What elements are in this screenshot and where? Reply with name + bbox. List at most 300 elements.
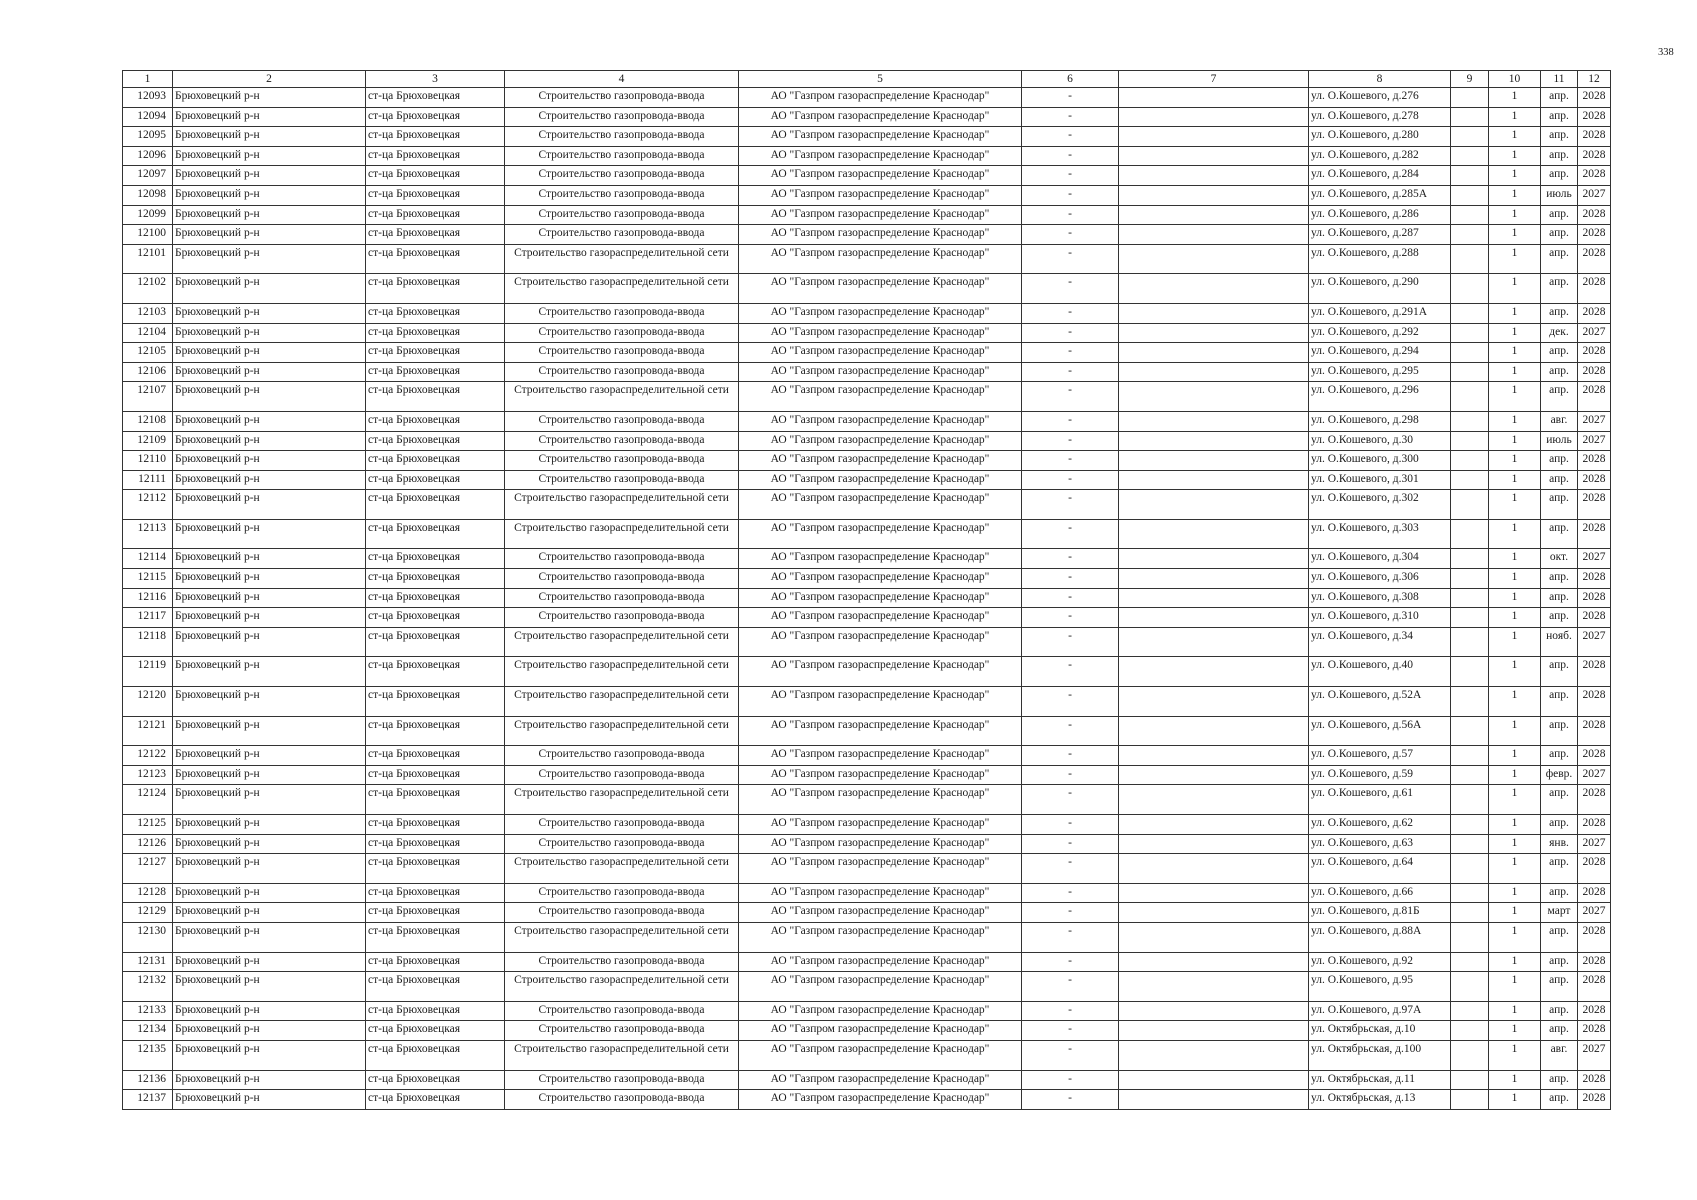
column-7-cell — [1119, 1090, 1309, 1110]
locality-cell: ст-ца Брюховецкая — [366, 205, 505, 225]
quantity-cell: 1 — [1489, 470, 1541, 490]
work-type-cell: Строительство газопровода-ввода — [505, 1001, 739, 1021]
column-7-cell — [1119, 362, 1309, 382]
year-cell: 2028 — [1578, 687, 1611, 717]
column-header: 2 — [173, 71, 366, 88]
district-cell: Брюховецкий р-н — [173, 922, 366, 952]
address-cell: ул. О.Кошевого, д.52А — [1309, 687, 1451, 717]
district-cell: Брюховецкий р-н — [173, 127, 366, 147]
work-type-cell: Строительство газопровода-ввода — [505, 1090, 739, 1110]
column-header: 11 — [1541, 71, 1578, 88]
column-6-cell: - — [1022, 1040, 1119, 1070]
month-cell: апр. — [1541, 785, 1578, 815]
column-7-cell — [1119, 1070, 1309, 1090]
year-cell: 2028 — [1578, 569, 1611, 589]
column-6-cell: - — [1022, 952, 1119, 972]
table-row — [123, 687, 1611, 717]
work-type-cell: Строительство газопровода-ввода — [505, 903, 739, 923]
month-cell: апр. — [1541, 490, 1578, 520]
locality-cell: ст-ца Брюховецкая — [366, 244, 505, 274]
table-body — [123, 88, 1611, 1110]
work-type-cell: Строительство газопровода-ввода — [505, 411, 739, 431]
month-cell: апр. — [1541, 274, 1578, 304]
address-cell: ул. О.Кошевого, д.34 — [1309, 627, 1451, 657]
row-number-cell: 12106 — [123, 362, 173, 382]
row-number-cell: 12121 — [123, 716, 173, 746]
month-cell: авг. — [1541, 411, 1578, 431]
organization-cell: АО "Газпром газораспределение Краснодар" — [739, 146, 1022, 166]
organization-cell: АО "Газпром газораспределение Краснодар" — [739, 490, 1022, 520]
organization-cell: АО "Газпром газораспределение Краснодар" — [739, 451, 1022, 471]
row-number-cell: 12126 — [123, 834, 173, 854]
address-cell: ул. О.Кошевого, д.88А — [1309, 922, 1451, 952]
month-cell: апр. — [1541, 854, 1578, 884]
district-cell: Брюховецкий р-н — [173, 815, 366, 835]
locality-cell: ст-ца Брюховецкая — [366, 1040, 505, 1070]
district-cell: Брюховецкий р-н — [173, 657, 366, 687]
organization-cell: АО "Газпром газораспределение Краснодар" — [739, 657, 1022, 687]
locality-cell: ст-ца Брюховецкая — [366, 785, 505, 815]
year-cell: 2028 — [1578, 451, 1611, 471]
district-cell: Брюховецкий р-н — [173, 88, 366, 108]
month-cell: июль — [1541, 185, 1578, 205]
month-cell: апр. — [1541, 657, 1578, 687]
year-cell: 2028 — [1578, 1090, 1611, 1110]
column-7-cell — [1119, 854, 1309, 884]
locality-cell: ст-ца Брюховецкая — [366, 569, 505, 589]
organization-cell: АО "Газпром газораспределение Краснодар" — [739, 627, 1022, 657]
year-cell: 2028 — [1578, 382, 1611, 412]
column-6-cell: - — [1022, 972, 1119, 1002]
organization-cell: АО "Газпром газораспределение Краснодар" — [739, 362, 1022, 382]
row-number-cell: 12133 — [123, 1001, 173, 1021]
table-row — [123, 146, 1611, 166]
locality-cell: ст-ца Брюховецкая — [366, 323, 505, 343]
work-type-cell: Строительство газораспределительной сети — [505, 627, 739, 657]
table-row — [123, 883, 1611, 903]
year-cell: 2028 — [1578, 303, 1611, 323]
column-7-cell — [1119, 687, 1309, 717]
column-9-cell — [1451, 569, 1489, 589]
column-header: 4 — [505, 71, 739, 88]
address-cell: ул. Октябрьская, д.10 — [1309, 1021, 1451, 1041]
work-type-cell: Строительство газораспределительной сети — [505, 657, 739, 687]
address-cell: ул. О.Кошевого, д.304 — [1309, 549, 1451, 569]
column-9-cell — [1451, 382, 1489, 412]
month-cell: апр. — [1541, 362, 1578, 382]
row-number-cell: 12113 — [123, 519, 173, 549]
table-row — [123, 244, 1611, 274]
locality-cell: ст-ца Брюховецкая — [366, 815, 505, 835]
column-7-cell — [1119, 1040, 1309, 1070]
year-cell: 2027 — [1578, 549, 1611, 569]
row-number-cell: 12122 — [123, 746, 173, 766]
address-cell: ул. О.Кошевого, д.30 — [1309, 431, 1451, 451]
month-cell: апр. — [1541, 687, 1578, 717]
quantity-cell: 1 — [1489, 588, 1541, 608]
work-type-cell: Строительство газопровода-ввода — [505, 225, 739, 245]
district-cell: Брюховецкий р-н — [173, 225, 366, 245]
quantity-cell: 1 — [1489, 746, 1541, 766]
column-header: 8 — [1309, 71, 1451, 88]
organization-cell: АО "Газпром газораспределение Краснодар" — [739, 1001, 1022, 1021]
month-cell: апр. — [1541, 1090, 1578, 1110]
row-number-cell: 12134 — [123, 1021, 173, 1041]
organization-cell: АО "Газпром газораспределение Краснодар" — [739, 382, 1022, 412]
column-9-cell — [1451, 88, 1489, 108]
table-row — [123, 225, 1611, 245]
year-cell: 2028 — [1578, 107, 1611, 127]
column-header: 5 — [739, 71, 1022, 88]
row-number-cell: 12132 — [123, 972, 173, 1002]
quantity-cell: 1 — [1489, 490, 1541, 520]
quantity-cell: 1 — [1489, 431, 1541, 451]
row-number-cell: 12130 — [123, 922, 173, 952]
organization-cell: АО "Газпром газораспределение Краснодар" — [739, 519, 1022, 549]
month-cell: апр. — [1541, 88, 1578, 108]
year-cell: 2028 — [1578, 972, 1611, 1002]
column-6-cell: - — [1022, 687, 1119, 717]
column-7-cell — [1119, 608, 1309, 628]
row-number-cell: 12129 — [123, 903, 173, 923]
district-cell: Брюховецкий р-н — [173, 166, 366, 186]
column-9-cell — [1451, 588, 1489, 608]
quantity-cell: 1 — [1489, 166, 1541, 186]
address-cell: ул. О.Кошевого, д.310 — [1309, 608, 1451, 628]
column-6-cell: - — [1022, 470, 1119, 490]
work-type-cell: Строительство газопровода-ввода — [505, 107, 739, 127]
column-6-cell: - — [1022, 431, 1119, 451]
quantity-cell: 1 — [1489, 569, 1541, 589]
row-number-cell: 12094 — [123, 107, 173, 127]
district-cell: Брюховецкий р-н — [173, 411, 366, 431]
address-cell: ул. О.Кошевого, д.285А — [1309, 185, 1451, 205]
organization-cell: АО "Газпром газораспределение Краснодар" — [739, 1090, 1022, 1110]
district-cell: Брюховецкий р-н — [173, 490, 366, 520]
year-cell: 2028 — [1578, 952, 1611, 972]
quantity-cell: 1 — [1489, 343, 1541, 363]
column-6-cell: - — [1022, 274, 1119, 304]
year-cell: 2028 — [1578, 343, 1611, 363]
quantity-cell: 1 — [1489, 519, 1541, 549]
table-row — [123, 569, 1611, 589]
month-cell: апр. — [1541, 922, 1578, 952]
table-row — [123, 107, 1611, 127]
locality-cell: ст-ца Брюховецкая — [366, 343, 505, 363]
district-cell: Брюховецкий р-н — [173, 746, 366, 766]
column-9-cell — [1451, 1021, 1489, 1041]
column-6-cell: - — [1022, 343, 1119, 363]
column-6-cell: - — [1022, 549, 1119, 569]
column-9-cell — [1451, 903, 1489, 923]
column-6-cell: - — [1022, 490, 1119, 520]
table-row — [123, 716, 1611, 746]
quantity-cell: 1 — [1489, 608, 1541, 628]
locality-cell: ст-ца Брюховецкая — [366, 88, 505, 108]
address-cell: ул. О.Кошевого, д.62 — [1309, 815, 1451, 835]
column-6-cell: - — [1022, 569, 1119, 589]
district-cell: Брюховецкий р-н — [173, 834, 366, 854]
column-7-cell — [1119, 588, 1309, 608]
column-7-cell — [1119, 1001, 1309, 1021]
year-cell: 2028 — [1578, 244, 1611, 274]
quantity-cell: 1 — [1489, 549, 1541, 569]
month-cell: апр. — [1541, 451, 1578, 471]
column-6-cell: - — [1022, 1090, 1119, 1110]
quantity-cell: 1 — [1489, 451, 1541, 471]
column-9-cell — [1451, 225, 1489, 245]
month-cell: апр. — [1541, 716, 1578, 746]
work-type-cell: Строительство газораспределительной сети — [505, 716, 739, 746]
column-9-cell — [1451, 166, 1489, 186]
work-type-cell: Строительство газораспределительной сети — [505, 244, 739, 274]
month-cell: окт. — [1541, 549, 1578, 569]
quantity-cell: 1 — [1489, 382, 1541, 412]
locality-cell: ст-ца Брюховецкая — [366, 451, 505, 471]
district-cell: Брюховецкий р-н — [173, 608, 366, 628]
column-7-cell — [1119, 1021, 1309, 1041]
column-6-cell: - — [1022, 1021, 1119, 1041]
organization-cell: АО "Газпром газораспределение Краснодар" — [739, 608, 1022, 628]
locality-cell: ст-ца Брюховецкая — [366, 107, 505, 127]
column-9-cell — [1451, 411, 1489, 431]
work-type-cell: Строительство газопровода-ввода — [505, 303, 739, 323]
month-cell: апр. — [1541, 225, 1578, 245]
address-cell: ул. О.Кошевого, д.301 — [1309, 470, 1451, 490]
locality-cell: ст-ца Брюховецкая — [366, 952, 505, 972]
year-cell: 2027 — [1578, 834, 1611, 854]
column-6-cell: - — [1022, 903, 1119, 923]
work-type-cell: Строительство газораспределительной сети — [505, 854, 739, 884]
column-7-cell — [1119, 549, 1309, 569]
address-cell: ул. О.Кошевого, д.57 — [1309, 746, 1451, 766]
column-7-cell — [1119, 785, 1309, 815]
month-cell: авг. — [1541, 1040, 1578, 1070]
month-cell: апр. — [1541, 608, 1578, 628]
column-header: 1 — [123, 71, 173, 88]
column-6-cell: - — [1022, 205, 1119, 225]
column-9-cell — [1451, 323, 1489, 343]
column-7-cell — [1119, 657, 1309, 687]
column-7-cell — [1119, 107, 1309, 127]
row-number-cell: 12124 — [123, 785, 173, 815]
work-type-cell: Строительство газопровода-ввода — [505, 431, 739, 451]
column-7-cell — [1119, 627, 1309, 657]
district-cell: Брюховецкий р-н — [173, 451, 366, 471]
address-cell: ул. О.Кошевого, д.294 — [1309, 343, 1451, 363]
row-number-cell: 12105 — [123, 343, 173, 363]
quantity-cell: 1 — [1489, 323, 1541, 343]
table-row — [123, 627, 1611, 657]
table-row — [123, 88, 1611, 108]
column-9-cell — [1451, 815, 1489, 835]
row-number-cell: 12103 — [123, 303, 173, 323]
table-row — [123, 1040, 1611, 1070]
locality-cell: ст-ца Брюховецкая — [366, 834, 505, 854]
quantity-cell: 1 — [1489, 205, 1541, 225]
column-7-cell — [1119, 746, 1309, 766]
quantity-cell: 1 — [1489, 854, 1541, 884]
year-cell: 2028 — [1578, 274, 1611, 304]
column-9-cell — [1451, 716, 1489, 746]
column-7-cell — [1119, 166, 1309, 186]
quantity-cell: 1 — [1489, 411, 1541, 431]
year-cell: 2028 — [1578, 88, 1611, 108]
table-row — [123, 1070, 1611, 1090]
column-7-cell — [1119, 903, 1309, 923]
locality-cell: ст-ца Брюховецкая — [366, 1001, 505, 1021]
district-cell: Брюховецкий р-н — [173, 972, 366, 1002]
locality-cell: ст-ца Брюховецкая — [366, 362, 505, 382]
column-9-cell — [1451, 127, 1489, 147]
quantity-cell: 1 — [1489, 687, 1541, 717]
column-9-cell — [1451, 834, 1489, 854]
locality-cell: ст-ца Брюховецкая — [366, 470, 505, 490]
row-number-cell: 12127 — [123, 854, 173, 884]
address-cell: ул. О.Кошевого, д.92 — [1309, 952, 1451, 972]
organization-cell: АО "Газпром газораспределение Краснодар" — [739, 470, 1022, 490]
organization-cell: АО "Газпром газораспределение Краснодар" — [739, 166, 1022, 186]
month-cell: апр. — [1541, 1021, 1578, 1041]
district-cell: Брюховецкий р-н — [173, 883, 366, 903]
address-cell: ул. О.Кошевого, д.59 — [1309, 765, 1451, 785]
table-row — [123, 519, 1611, 549]
table-row — [123, 185, 1611, 205]
row-number-cell: 12120 — [123, 687, 173, 717]
organization-cell: АО "Газпром газораспределение Краснодар" — [739, 903, 1022, 923]
year-cell: 2028 — [1578, 716, 1611, 746]
year-cell: 2028 — [1578, 1021, 1611, 1041]
column-7-cell — [1119, 146, 1309, 166]
work-type-cell: Строительство газопровода-ввода — [505, 765, 739, 785]
organization-cell: АО "Газпром газораспределение Краснодар" — [739, 716, 1022, 746]
column-6-cell: - — [1022, 716, 1119, 746]
column-9-cell — [1451, 362, 1489, 382]
month-cell: дек. — [1541, 323, 1578, 343]
month-cell: апр. — [1541, 588, 1578, 608]
year-cell: 2028 — [1578, 362, 1611, 382]
locality-cell: ст-ца Брюховецкая — [366, 411, 505, 431]
column-6-cell: - — [1022, 185, 1119, 205]
year-cell: 2028 — [1578, 225, 1611, 245]
organization-cell: АО "Газпром газораспределение Краснодар" — [739, 343, 1022, 363]
column-7-cell — [1119, 323, 1309, 343]
column-6-cell: - — [1022, 1070, 1119, 1090]
locality-cell: ст-ца Брюховецкая — [366, 608, 505, 628]
locality-cell: ст-ца Брюховецкая — [366, 1070, 505, 1090]
district-cell: Брюховецкий р-н — [173, 1070, 366, 1090]
column-6-cell: - — [1022, 107, 1119, 127]
quantity-cell: 1 — [1489, 303, 1541, 323]
quantity-cell: 1 — [1489, 815, 1541, 835]
row-number-cell: 12104 — [123, 323, 173, 343]
work-type-cell: Строительство газопровода-ввода — [505, 569, 739, 589]
column-6-cell: - — [1022, 608, 1119, 628]
column-9-cell — [1451, 687, 1489, 717]
page-number: 338 — [1658, 47, 1674, 58]
organization-cell: АО "Газпром газораспределение Краснодар" — [739, 746, 1022, 766]
work-type-cell: Строительство газопровода-ввода — [505, 608, 739, 628]
column-7-cell — [1119, 716, 1309, 746]
year-cell: 2028 — [1578, 854, 1611, 884]
table-row — [123, 903, 1611, 923]
organization-cell: АО "Газпром газораспределение Краснодар" — [739, 431, 1022, 451]
row-number-cell: 12093 — [123, 88, 173, 108]
column-6-cell: - — [1022, 883, 1119, 903]
row-number-cell: 12110 — [123, 451, 173, 471]
column-9-cell — [1451, 657, 1489, 687]
quantity-cell: 1 — [1489, 146, 1541, 166]
table-row — [123, 785, 1611, 815]
address-cell: ул. О.Кошевого, д.64 — [1309, 854, 1451, 884]
address-cell: ул. О.Кошевого, д.290 — [1309, 274, 1451, 304]
column-7-cell — [1119, 382, 1309, 412]
locality-cell: ст-ца Брюховецкая — [366, 127, 505, 147]
table-row — [123, 451, 1611, 471]
quantity-cell: 1 — [1489, 765, 1541, 785]
organization-cell: АО "Газпром газораспределение Краснодар" — [739, 411, 1022, 431]
column-header: 12 — [1578, 71, 1611, 88]
work-type-cell: Строительство газопровода-ввода — [505, 470, 739, 490]
row-number-cell: 12137 — [123, 1090, 173, 1110]
table-row — [123, 362, 1611, 382]
organization-cell: АО "Газпром газораспределение Краснодар" — [739, 323, 1022, 343]
organization-cell: АО "Газпром газораспределение Краснодар" — [739, 972, 1022, 1002]
quantity-cell: 1 — [1489, 657, 1541, 687]
year-cell: 2027 — [1578, 627, 1611, 657]
address-cell: ул. О.Кошевого, д.284 — [1309, 166, 1451, 186]
organization-cell: АО "Газпром газораспределение Краснодар" — [739, 303, 1022, 323]
column-9-cell — [1451, 431, 1489, 451]
work-type-cell: Строительство газопровода-ввода — [505, 883, 739, 903]
year-cell: 2028 — [1578, 746, 1611, 766]
organization-cell: АО "Газпром газораспределение Краснодар" — [739, 765, 1022, 785]
district-cell: Брюховецкий р-н — [173, 588, 366, 608]
district-cell: Брюховецкий р-н — [173, 687, 366, 717]
work-type-cell: Строительство газораспределительной сети — [505, 382, 739, 412]
quantity-cell: 1 — [1489, 362, 1541, 382]
address-cell: ул. О.Кошевого, д.276 — [1309, 88, 1451, 108]
column-9-cell — [1451, 519, 1489, 549]
year-cell: 2027 — [1578, 323, 1611, 343]
work-type-cell: Строительство газопровода-ввода — [505, 952, 739, 972]
district-cell: Брюховецкий р-н — [173, 185, 366, 205]
column-header: 9 — [1451, 71, 1489, 88]
column-7-cell — [1119, 972, 1309, 1002]
row-number-cell: 12114 — [123, 549, 173, 569]
work-type-cell: Строительство газопровода-ввода — [505, 323, 739, 343]
column-9-cell — [1451, 1090, 1489, 1110]
quantity-cell: 1 — [1489, 1090, 1541, 1110]
organization-cell: АО "Газпром газораспределение Краснодар" — [739, 244, 1022, 274]
address-cell: ул. О.Кошевого, д.286 — [1309, 205, 1451, 225]
column-header: 7 — [1119, 71, 1309, 88]
table-row — [123, 922, 1611, 952]
row-number-cell: 12100 — [123, 225, 173, 245]
work-type-cell: Строительство газопровода-ввода — [505, 185, 739, 205]
district-cell: Брюховецкий р-н — [173, 470, 366, 490]
table-row — [123, 972, 1611, 1002]
column-9-cell — [1451, 1070, 1489, 1090]
quantity-cell: 1 — [1489, 1040, 1541, 1070]
column-6-cell: - — [1022, 225, 1119, 245]
organization-cell: АО "Газпром газораспределение Краснодар" — [739, 549, 1022, 569]
quantity-cell: 1 — [1489, 627, 1541, 657]
organization-cell: АО "Газпром газораспределение Краснодар" — [739, 815, 1022, 835]
locality-cell: ст-ца Брюховецкая — [366, 146, 505, 166]
district-cell: Брюховецкий р-н — [173, 854, 366, 884]
year-cell: 2027 — [1578, 765, 1611, 785]
